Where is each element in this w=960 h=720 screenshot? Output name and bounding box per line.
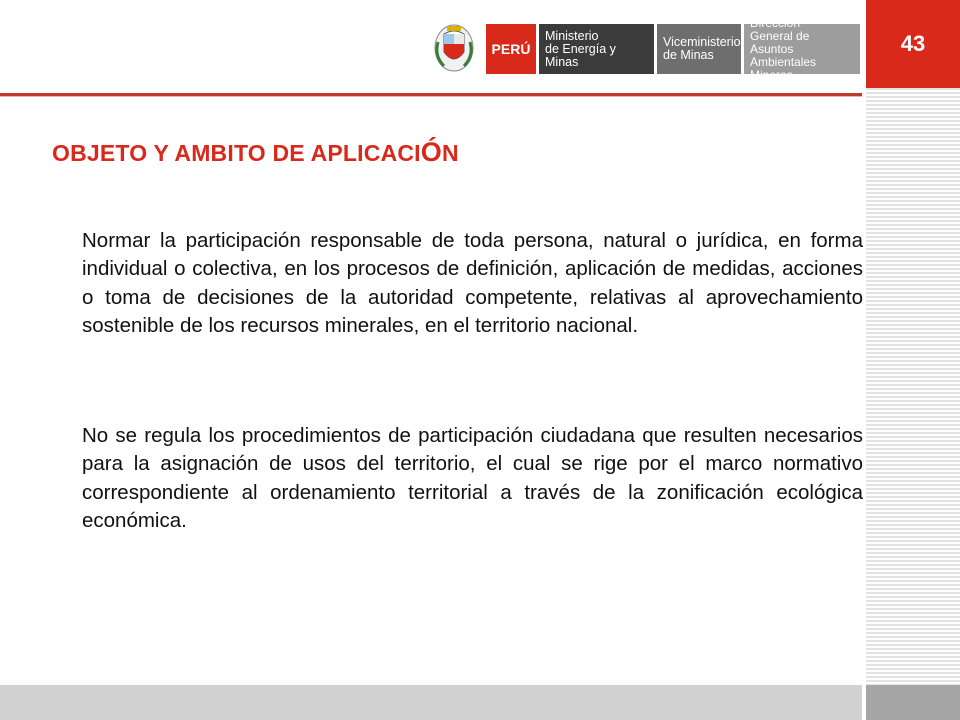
dir-line-1: Dirección: [750, 15, 801, 30]
ministry-logo: [432, 15, 860, 82]
peru-brand-box: [486, 24, 536, 74]
directorate-name-block: [744, 15, 860, 82]
header-divider: [0, 93, 862, 96]
ministry-line-2: de Energía y Minas: [545, 41, 616, 69]
vice-line-1: Viceministerio: [663, 35, 741, 49]
ministry-name-block: [539, 24, 654, 74]
title-end-text: N: [441, 140, 459, 166]
page-number: [866, 0, 960, 88]
peru-brand-label: PERÚ: [491, 41, 531, 57]
footer-bar: [0, 685, 862, 720]
footer-bar-corner: [866, 685, 960, 720]
ministry-line-1: Ministerio: [545, 28, 599, 43]
page-number-label: 43: [900, 31, 926, 56]
dir-line-2: General de Asuntos: [750, 28, 810, 56]
side-stripe-decoration: [866, 0, 960, 685]
paragraph-objective: Normar la participación responsable de toda persona, natural o jurídica, en forma individual o colectiva, en los procesos de definición, aplicación de medidas, acciones o toma de decisiones de la autoridad competente, relativas al aprovechamiento sostenible de los recursos minerales, en el territorio nacional.: [82, 229, 863, 338]
paragraph-scope: No se regula los procedimientos de participación ciudadana que resulten necesarios para la asignación de usos del territorio, el cual se rige por el marco normativo correspondiente al ordenamiento territorial a través de la zonificación ecológica económica.: [82, 424, 863, 533]
title-accent-letter: Ó: [420, 137, 442, 167]
title-main-text: OBJETO Y AMBITO DE APLICACI: [52, 140, 421, 166]
vice-line-2: de Minas: [663, 48, 714, 62]
slide-title: [52, 137, 459, 168]
dir-line-3: Ambientales Mineros: [750, 54, 817, 82]
coat-of-arms-icon: [432, 22, 476, 76]
viceministry-name-block: [657, 24, 741, 74]
